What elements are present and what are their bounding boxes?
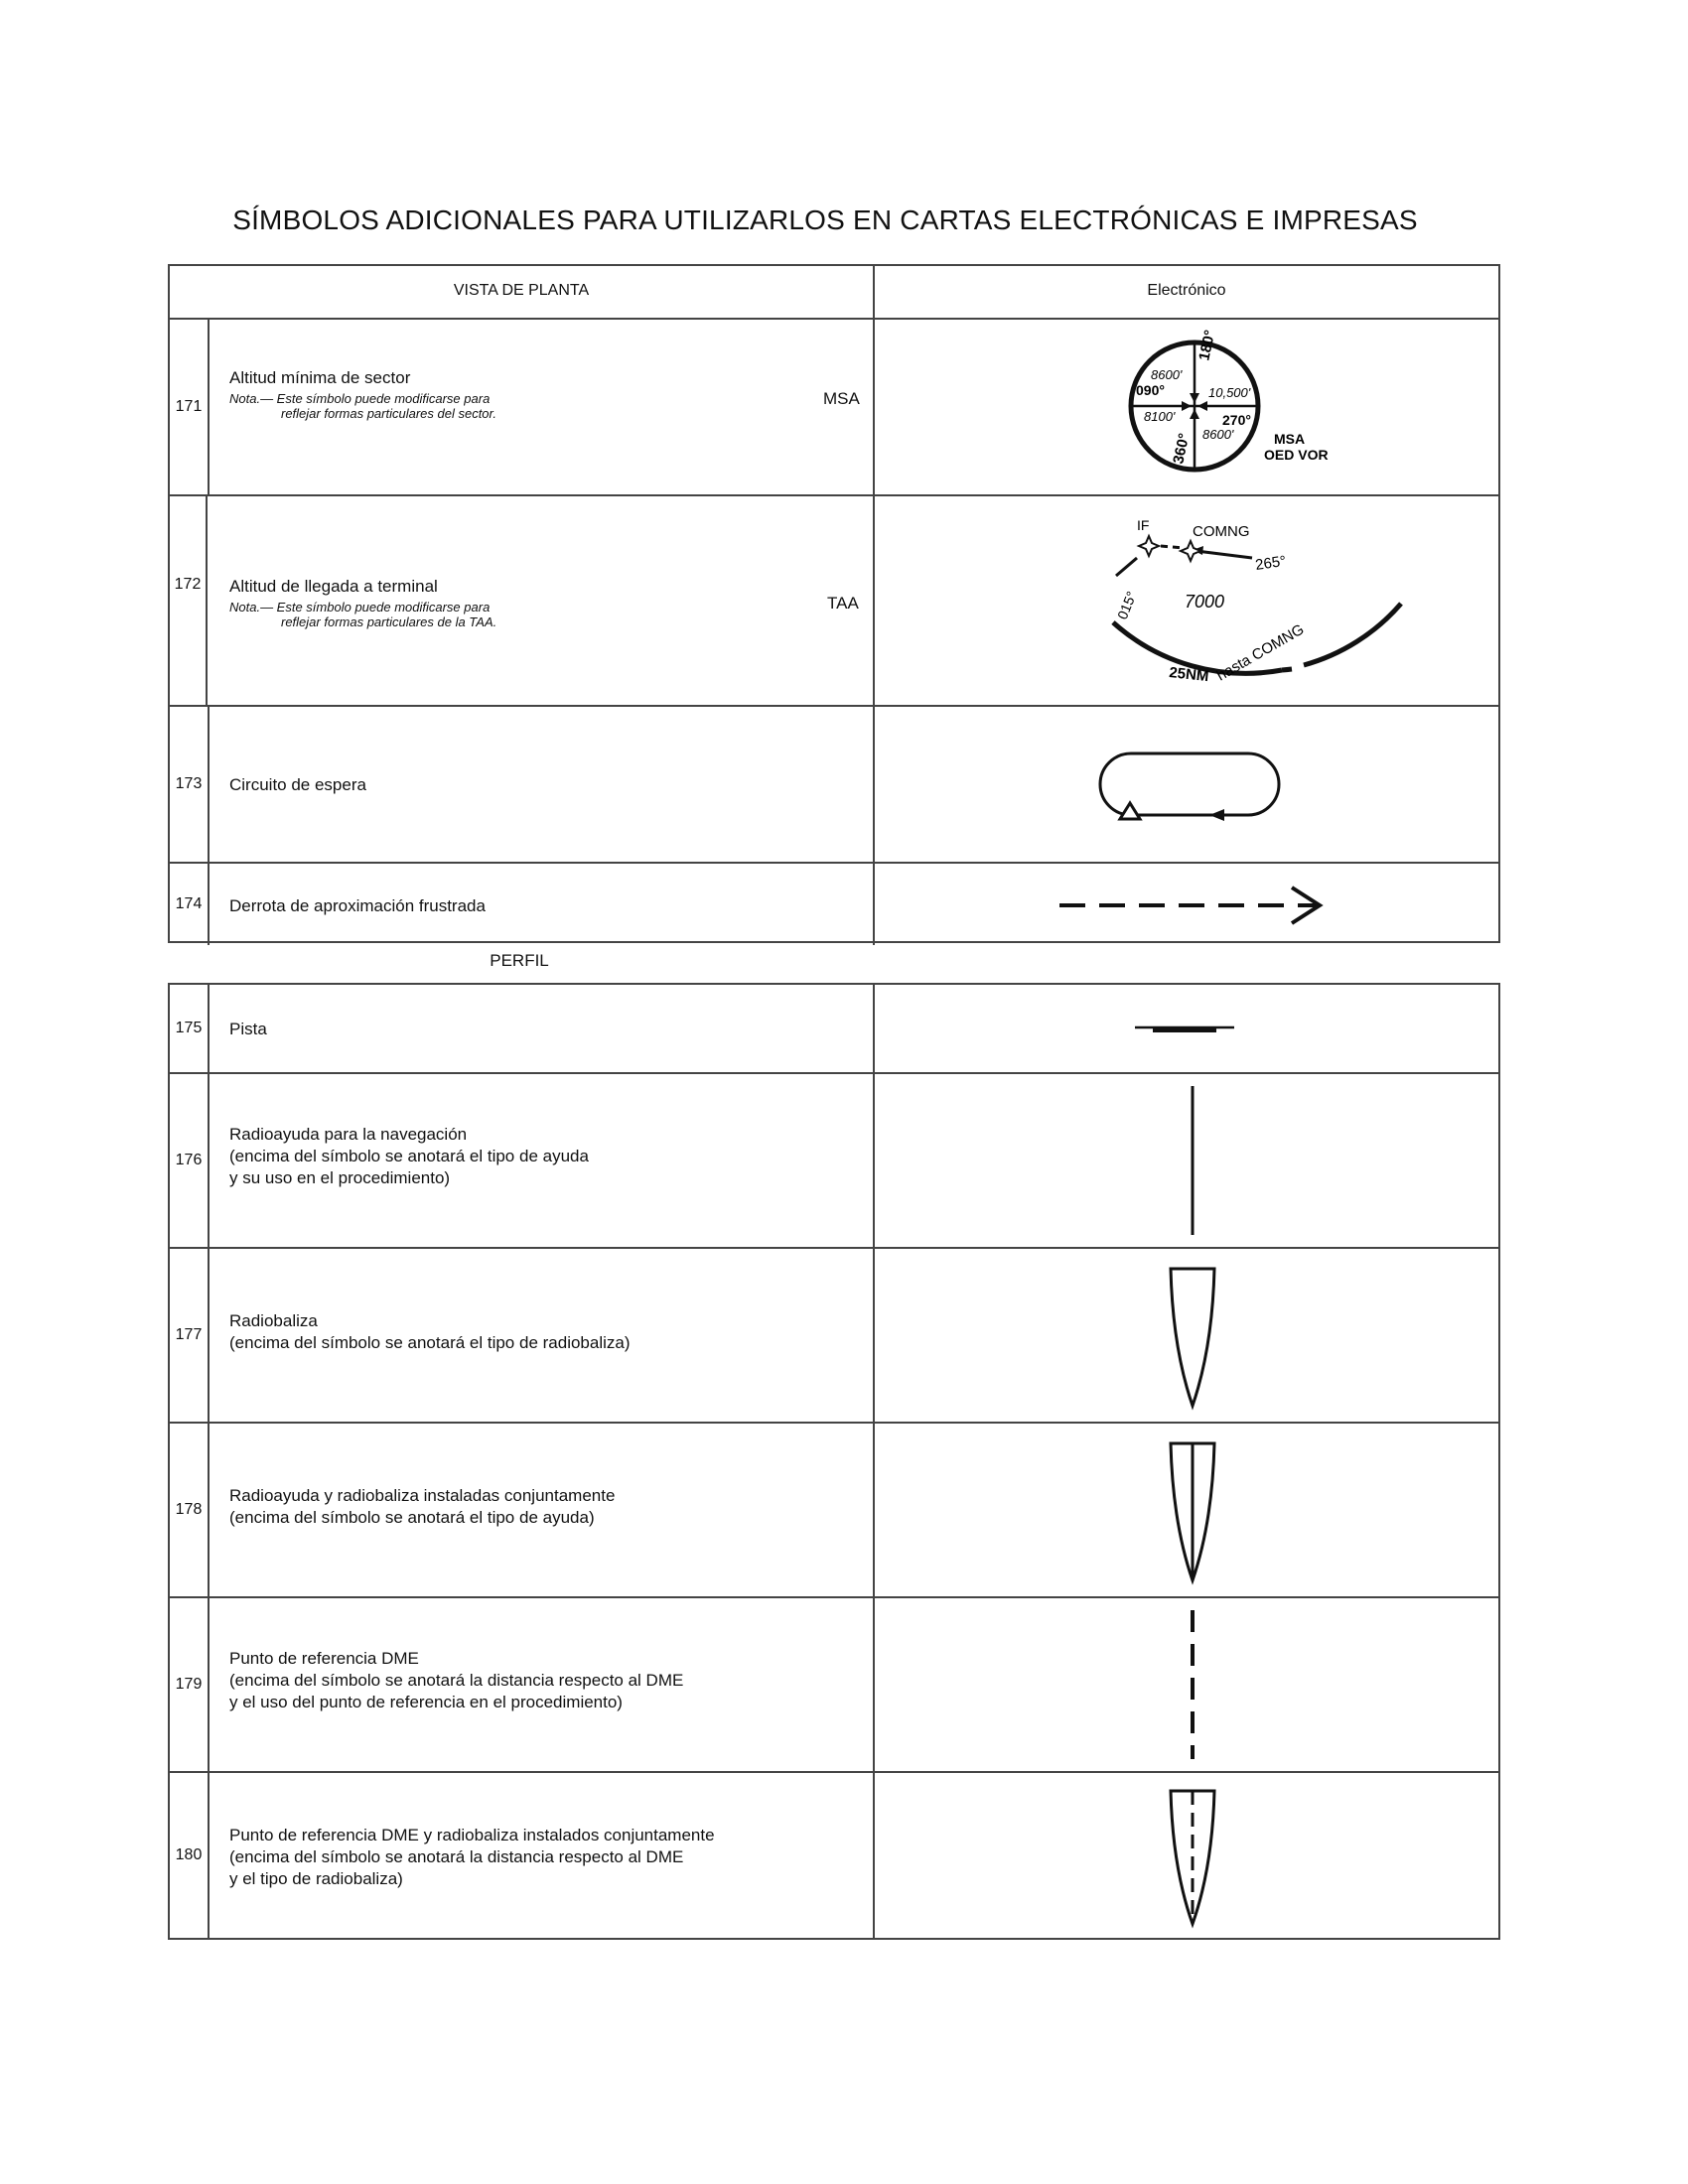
row-number: 174	[170, 864, 210, 945]
table-row-175	[170, 985, 1498, 1072]
row-description	[229, 1648, 865, 1713]
table-row-174	[170, 862, 1498, 945]
missed-approach-symbol	[875, 864, 1498, 945]
row-description	[229, 1485, 865, 1529]
msa-altitude-sw: 8100'	[1144, 409, 1176, 424]
dme-fix-symbol	[875, 1598, 1498, 1771]
taa-fix-if: IF	[1137, 517, 1150, 533]
table-row-179	[170, 1596, 1498, 1771]
table-row-178	[170, 1422, 1498, 1596]
holding-pattern-symbol	[875, 707, 1498, 862]
table-row-180	[170, 1771, 1498, 1938]
row-label: Punto de referencia DME y radiobaliza instalados conjuntamente	[229, 1826, 715, 1844]
taa-symbol	[875, 496, 1498, 705]
msa-altitude-ne: 10,500'	[1208, 385, 1251, 400]
row-label: Punto de referencia DME	[229, 1649, 419, 1668]
row-sub-line: y el uso del punto de referencia en el procedimiento)	[229, 1693, 623, 1711]
runway-symbol	[875, 985, 1498, 1072]
row-description	[229, 774, 865, 796]
dme-fix-marker-combined-symbol	[875, 1773, 1498, 1938]
row-abbreviation: MSA	[823, 389, 860, 408]
row-description	[229, 1825, 865, 1890]
row-sub-line: y el tipo de radiobaliza)	[229, 1869, 403, 1888]
table-header-row	[170, 266, 1498, 318]
row-description	[229, 367, 865, 421]
msa-symbol	[875, 320, 1498, 494]
row-description	[229, 1310, 865, 1354]
msa-bearing-090: 090°	[1136, 382, 1165, 398]
row-label: Pista	[229, 1020, 267, 1038]
msa-bearing-360: 360°	[1170, 431, 1194, 466]
msa-caption-line1: MSA	[1274, 431, 1306, 447]
row-number: 177	[170, 1249, 210, 1422]
row-note: Nota.— Este símbolo puede modificarse para	[229, 391, 491, 406]
row-number: 173	[170, 707, 210, 862]
row-number: 172	[170, 496, 208, 705]
row-abbreviation: TAA	[827, 594, 859, 613]
msa-caption-line2: OED VOR	[1264, 447, 1329, 463]
taa-distance: 25NM	[1168, 664, 1210, 686]
row-label: Altitud mínima de sector	[229, 368, 411, 387]
table-row-171	[170, 318, 1498, 494]
row-number: 171	[170, 320, 210, 494]
row-note-continuation: reflejar formas particulares del sector.	[281, 406, 496, 421]
row-note-continuation: reflejar formas particulares de la TAA.	[281, 614, 497, 629]
row-sub-line: (encima del símbolo se anotará el tipo de ayuda	[229, 1147, 589, 1165]
row-number: 178	[170, 1424, 210, 1596]
plan-view-table	[168, 264, 1500, 943]
taa-distance-to: hasta COMNG	[1213, 620, 1308, 685]
row-description	[229, 1124, 865, 1189]
navaid-marker-combined-symbol	[875, 1424, 1498, 1596]
navaid-symbol	[875, 1074, 1498, 1247]
header-plan-view: VISTA DE PLANTA	[453, 282, 590, 299]
page-title: SÍMBOLOS ADICIONALES PARA UTILIZARLOS EN CARTAS ELECTRÓNICAS E IMPRESAS	[232, 205, 1418, 235]
taa-bearing-left: 015°	[1113, 589, 1140, 622]
row-sub-line: (encima del símbolo se anotará la distancia respecto al DME	[229, 1847, 684, 1866]
row-label: Circuito de espera	[229, 775, 366, 794]
row-sub-line: (encima del símbolo se anotará el tipo de radiobaliza)	[229, 1333, 631, 1352]
taa-bearing-right: 265°	[1254, 552, 1288, 574]
row-number: 180	[170, 1773, 210, 1938]
row-description	[229, 576, 865, 629]
row-description	[229, 895, 865, 917]
msa-bearing-270: 270°	[1222, 412, 1251, 428]
header-electronic: Electrónico	[1147, 282, 1226, 299]
row-label: Radioayuda para la navegación	[229, 1125, 468, 1144]
table-row-177	[170, 1247, 1498, 1422]
row-label: Altitud de llegada a terminal	[229, 577, 438, 596]
table-row-176	[170, 1072, 1498, 1247]
table-row-173	[170, 705, 1498, 862]
row-note: Nota.— Este símbolo puede modificarse para	[229, 600, 491, 614]
taa-altitude: 7000	[1185, 592, 1225, 612]
row-sub-line: (encima del símbolo se anotará la distancia respecto al DME	[229, 1671, 684, 1690]
marker-beacon-symbol	[875, 1249, 1498, 1422]
row-number: 175	[170, 985, 210, 1072]
table-row-172	[170, 494, 1498, 705]
profile-heading: PERFIL	[490, 951, 549, 970]
row-description	[229, 1019, 865, 1040]
row-label: Derrota de aproximación frustrada	[229, 896, 486, 915]
msa-bearing-180: 180°	[1196, 328, 1219, 362]
row-label: Radiobaliza	[229, 1311, 318, 1330]
taa-fix-name: COMNG	[1193, 523, 1250, 540]
row-sub-line: y su uso en el procedimiento)	[229, 1168, 451, 1187]
profile-table	[168, 983, 1500, 1940]
row-number: 176	[170, 1074, 210, 1247]
msa-altitude-nw: 8600'	[1151, 367, 1183, 382]
row-number: 179	[170, 1598, 210, 1771]
row-label: Radioayuda y radiobaliza instaladas conjuntamente	[229, 1486, 616, 1505]
row-sub-line: (encima del símbolo se anotará el tipo de ayuda)	[229, 1508, 595, 1527]
msa-altitude-se: 8600'	[1202, 427, 1234, 442]
